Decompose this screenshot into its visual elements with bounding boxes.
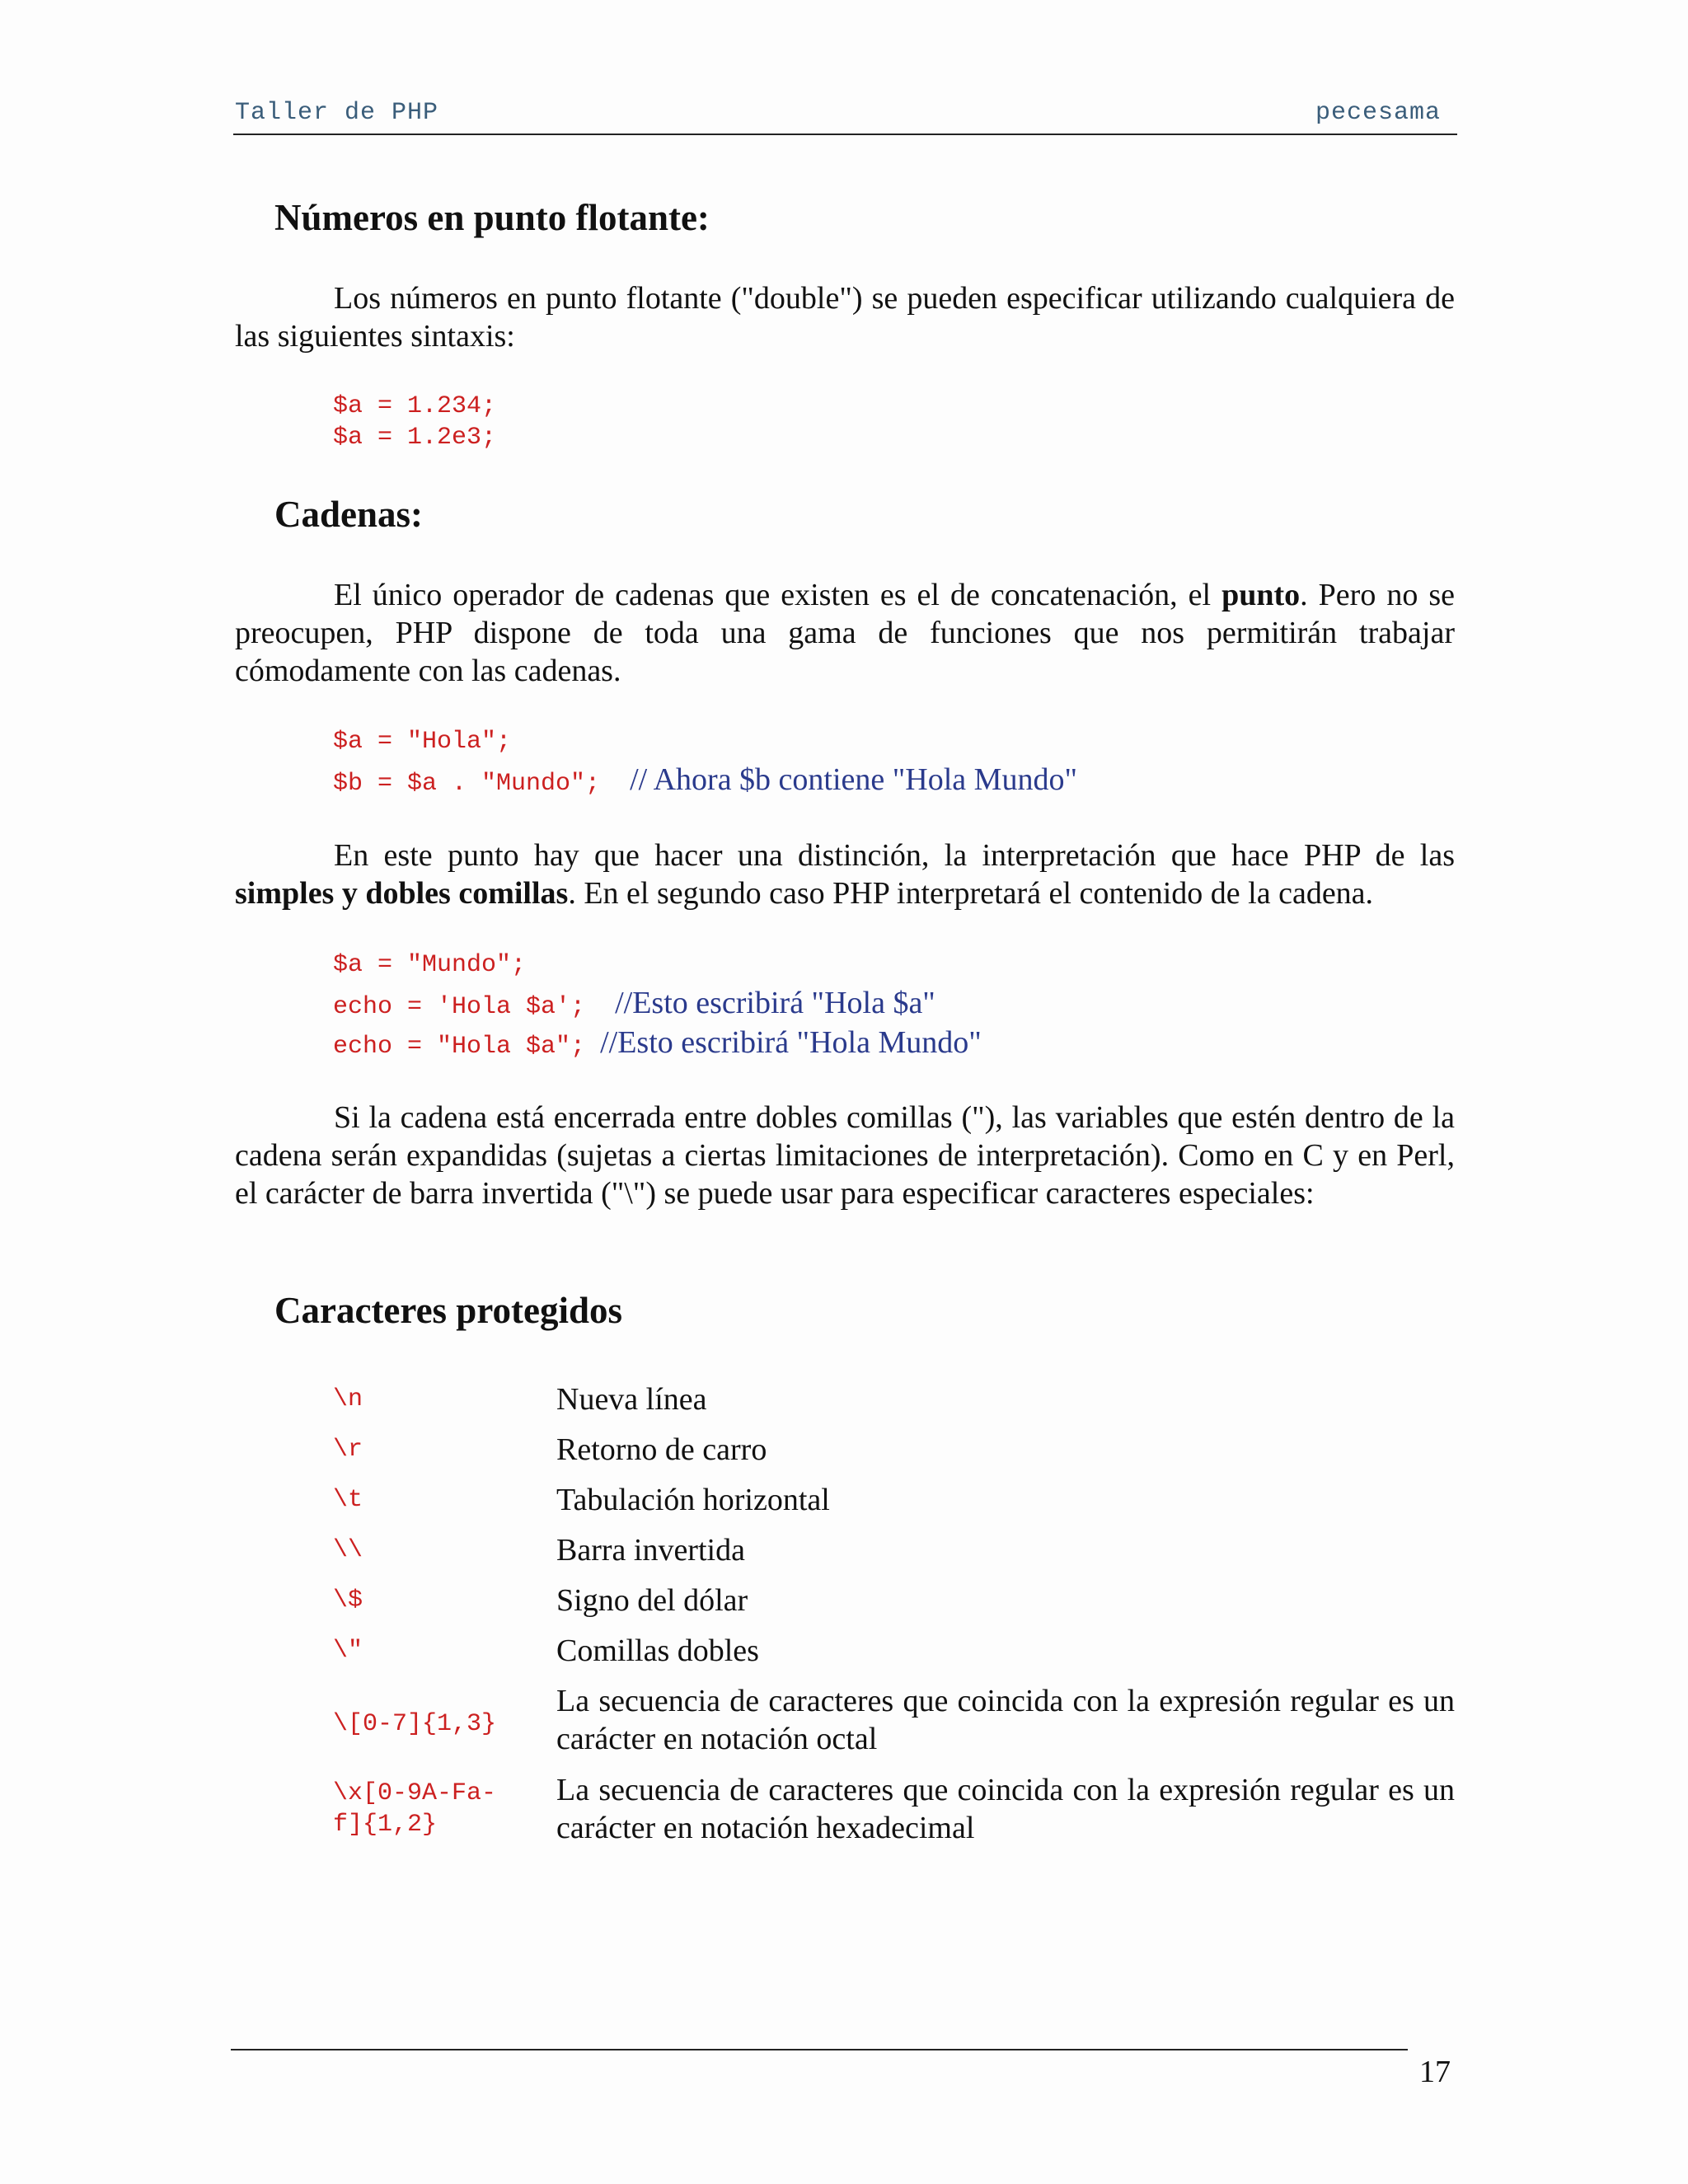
escape-desc: Signo del dólar [556,1583,748,1618]
escape-code: \t [333,1486,363,1514]
escape-code: \x[0-9A-Fa- f]{1,2} [333,1779,497,1839]
strings-heading: Cadenas: [274,494,424,535]
header-title: Taller de PHP [235,99,439,127]
bold-quotes: simples y dobles comillas [235,876,569,911]
escapes-heading: Caracteres protegidos [274,1290,622,1331]
escape-code: \r [333,1436,363,1464]
strings-code-line-1: $a = "Hola"; [333,728,512,756]
escape-desc: Comillas dobles [556,1633,759,1668]
float-heading: Números en punto flotante: [274,197,710,238]
code-comment: // Ahora $b contiene "Hola Mundo" [630,762,1077,797]
footer-rule [231,2049,1408,2050]
escape-desc: Nueva línea [556,1382,707,1417]
code-comment: //Esto escribirá "Hola Mundo" [600,1025,982,1060]
escape-code: \n [333,1385,363,1413]
quotes-code-line-3: echo = "Hola $a"; //Esto escribirá "Hola Mundo" [333,1025,982,1061]
strings-paragraph: El único operador de cadenas que existen es el de concatenación, el punto. Pero no se preocupen, PHP dispone de toda una gama de funciones que nos permitirán trabajar cómodamente con las cadenas. [235,578,1455,688]
float-code-line-1: $a = 1.234; [333,392,497,420]
escape-code: \[0-7]{1,3} [333,1710,497,1738]
escape-desc: Barra invertida [556,1533,745,1568]
bold-punto: punto [1221,578,1301,612]
float-paragraph: Los números en punto flotante ("double") se pueden especificar utilizando cualquiera de las siguientes sintaxis: [235,281,1455,354]
escape-desc: Tabulación horizontal [556,1483,830,1517]
quotes-code-line-1: $a = "Mundo"; [333,951,527,979]
float-code-line-2: $a = 1.2e3; [333,424,497,452]
escape-desc: La secuencia de caracteres que coincida con la expresión regular es un carácter en notación octal [556,1684,1455,1756]
page-number: 17 [1419,2055,1451,2089]
code-comment: //Esto escribirá "Hola $a" [615,986,935,1020]
escape-desc: Retorno de carro [556,1432,767,1467]
strings-code-line-2: $b = $a . "Mundo"; // Ahora $b contiene "Hola Mundo" [333,762,1077,798]
escape-desc: La secuencia de caracteres que coincida con la expresión regular es un carácter en notación hexadecimal [556,1773,1455,1845]
quotes-code-line-2: echo = 'Hola $a'; //Esto escribirá "Hola $a" [333,986,935,1021]
header-author: pecesama [1315,99,1441,127]
escape-code: \\ [333,1536,363,1564]
escape-code: \$ [333,1586,363,1615]
escape-code: \" [333,1637,363,1665]
quotes-paragraph: En este punto hay que hacer una distinción, la interpretación que hace PHP de las simples y dobles comillas. En el segundo caso PHP interpretará el contenido de la cadena. [235,838,1455,911]
escape-paragraph: Si la cadena está encerrada entre dobles comillas ("), las variables que estén dentro de la cadena serán expandidas (sujetas a ciertas limitaciones de interpretación). Como en C y en Perl, el carácter de barra invertida ("\") se puede usar para especificar caracteres especiales: [235,1100,1455,1211]
page-header [233,97,1457,135]
